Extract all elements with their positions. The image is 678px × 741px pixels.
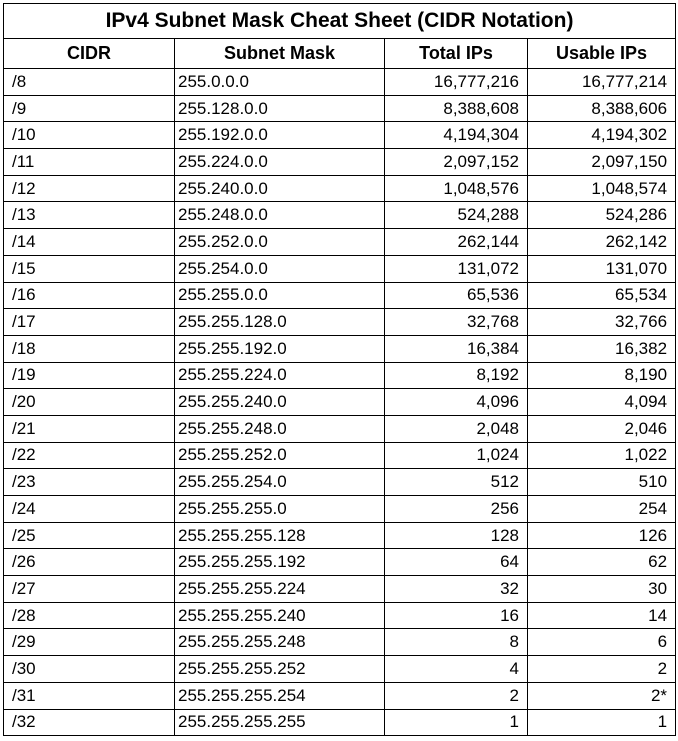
subnet-mask-cell: 255.255.255.240 [175,602,385,629]
table-row [4,69,676,96]
usable-ips-cell: 1 [528,709,676,736]
subnet-mask-cell: 255.255.128.0 [175,309,385,336]
total-ips-cell: 1,024 [385,442,528,469]
usable-ips-cell: 2,097,150 [528,149,676,176]
table-row [4,95,676,122]
cidr-cell: /30 [4,656,175,683]
subnet-mask-cell: 255.255.255.192 [175,549,385,576]
subnet-mask-cell: 255.248.0.0 [175,202,385,229]
table-row [4,362,676,389]
table-row [4,709,676,736]
table-title: IPv4 Subnet Mask Cheat Sheet (CIDR Notation) [4,4,676,39]
total-ips-cell: 16 [385,602,528,629]
usable-ips-cell: 254 [528,496,676,523]
subnet-mask-cell: 255.255.255.248 [175,629,385,656]
cidr-cell: /11 [4,149,175,176]
cidr-cell: /26 [4,549,175,576]
table-row [4,282,676,309]
cidr-cell: /14 [4,229,175,256]
usable-ips-cell: 62 [528,549,676,576]
subnet-mask-cell: 255.255.192.0 [175,335,385,362]
subnet-mask-cell: 255.255.240.0 [175,389,385,416]
usable-ips-cell: 126 [528,522,676,549]
table-row [4,175,676,202]
subnet-mask-cell: 255.255.252.0 [175,442,385,469]
usable-ips-cell: 1,048,574 [528,175,676,202]
cidr-cell: /29 [4,629,175,656]
header-usable-ips: Usable IPs [528,39,676,69]
usable-ips-cell: 65,534 [528,282,676,309]
table-row [4,496,676,523]
table-row [4,122,676,149]
table-row [4,442,676,469]
total-ips-cell: 8,192 [385,362,528,389]
table-row [4,202,676,229]
usable-ips-cell: 4,194,302 [528,122,676,149]
total-ips-cell: 4,096 [385,389,528,416]
total-ips-cell: 4,194,304 [385,122,528,149]
total-ips-cell: 1,048,576 [385,175,528,202]
cidr-cell: /25 [4,522,175,549]
table-row [4,522,676,549]
subnet-mask-cell: 255.255.254.0 [175,469,385,496]
usable-ips-cell: 524,286 [528,202,676,229]
subnet-mask-cell: 255.128.0.0 [175,95,385,122]
table-row [4,629,676,656]
total-ips-cell: 64 [385,549,528,576]
total-ips-cell: 65,536 [385,282,528,309]
table-body [4,69,676,736]
subnet-mask-cell: 255.255.255.128 [175,522,385,549]
table-row [4,656,676,683]
cidr-cell: /27 [4,576,175,603]
cidr-cell: /15 [4,255,175,282]
total-ips-cell: 2,048 [385,415,528,442]
total-ips-cell: 4 [385,656,528,683]
subnet-mask-cell: 255.252.0.0 [175,229,385,256]
cidr-cell: /20 [4,389,175,416]
table-row [4,469,676,496]
subnet-mask-cell: 255.192.0.0 [175,122,385,149]
subnet-mask-cell: 255.255.224.0 [175,362,385,389]
total-ips-cell: 131,072 [385,255,528,282]
table-row [4,335,676,362]
usable-ips-cell: 30 [528,576,676,603]
cidr-cell: /21 [4,415,175,442]
subnet-mask-cell: 255.0.0.0 [175,69,385,96]
total-ips-cell: 8 [385,629,528,656]
cidr-cell: /9 [4,95,175,122]
total-ips-cell: 32,768 [385,309,528,336]
cidr-cell: /13 [4,202,175,229]
subnet-mask-cell: 255.254.0.0 [175,255,385,282]
cidr-cell: /16 [4,282,175,309]
table-row [4,255,676,282]
total-ips-cell: 524,288 [385,202,528,229]
header-subnet-mask: Subnet Mask [175,39,385,69]
cidr-cell: /8 [4,69,175,96]
subnet-mask-cell: 255.255.255.252 [175,656,385,683]
usable-ips-cell: 1,022 [528,442,676,469]
header-row [4,39,676,69]
total-ips-cell: 512 [385,469,528,496]
usable-ips-cell: 2 [528,656,676,683]
table-row [4,549,676,576]
cidr-cell: /18 [4,335,175,362]
cidr-cell: /31 [4,682,175,709]
table-row [4,149,676,176]
header-total-ips: Total IPs [385,39,528,69]
subnet-mask-cell: 255.255.248.0 [175,415,385,442]
cidr-cell: /12 [4,175,175,202]
cidr-cell: /32 [4,709,175,736]
subnet-mask-cell: 255.255.255.255 [175,709,385,736]
usable-ips-cell: 32,766 [528,309,676,336]
usable-ips-cell: 16,777,214 [528,69,676,96]
table-row [4,389,676,416]
subnet-mask-cell: 255.255.255.254 [175,682,385,709]
cidr-cell: /28 [4,602,175,629]
cidr-cell: /23 [4,469,175,496]
usable-ips-cell: 6 [528,629,676,656]
usable-ips-cell: 131,070 [528,255,676,282]
table-row [4,229,676,256]
cidr-cell: /17 [4,309,175,336]
total-ips-cell: 2 [385,682,528,709]
usable-ips-cell: 510 [528,469,676,496]
usable-ips-cell: 262,142 [528,229,676,256]
cidr-cell: /22 [4,442,175,469]
usable-ips-cell: 8,190 [528,362,676,389]
table-row [4,682,676,709]
subnet-mask-cell: 255.255.255.0 [175,496,385,523]
total-ips-cell: 262,144 [385,229,528,256]
subnet-mask-cell: 255.240.0.0 [175,175,385,202]
subnet-cheat-sheet-table [3,3,676,736]
usable-ips-cell: 2* [528,682,676,709]
cidr-cell: /10 [4,122,175,149]
table-row [4,576,676,603]
total-ips-cell: 2,097,152 [385,149,528,176]
total-ips-cell: 32 [385,576,528,603]
subnet-mask-cell: 255.255.0.0 [175,282,385,309]
header-cidr: CIDR [4,39,175,69]
usable-ips-cell: 14 [528,602,676,629]
subnet-mask-cell: 255.255.255.224 [175,576,385,603]
total-ips-cell: 1 [385,709,528,736]
usable-ips-cell: 2,046 [528,415,676,442]
total-ips-cell: 16,777,216 [385,69,528,96]
usable-ips-cell: 16,382 [528,335,676,362]
table-row [4,415,676,442]
total-ips-cell: 128 [385,522,528,549]
subnet-mask-cell: 255.224.0.0 [175,149,385,176]
usable-ips-cell: 4,094 [528,389,676,416]
cidr-cell: /19 [4,362,175,389]
cidr-cell: /24 [4,496,175,523]
total-ips-cell: 256 [385,496,528,523]
usable-ips-cell: 8,388,606 [528,95,676,122]
total-ips-cell: 16,384 [385,335,528,362]
table-row [4,602,676,629]
table-row [4,309,676,336]
total-ips-cell: 8,388,608 [385,95,528,122]
